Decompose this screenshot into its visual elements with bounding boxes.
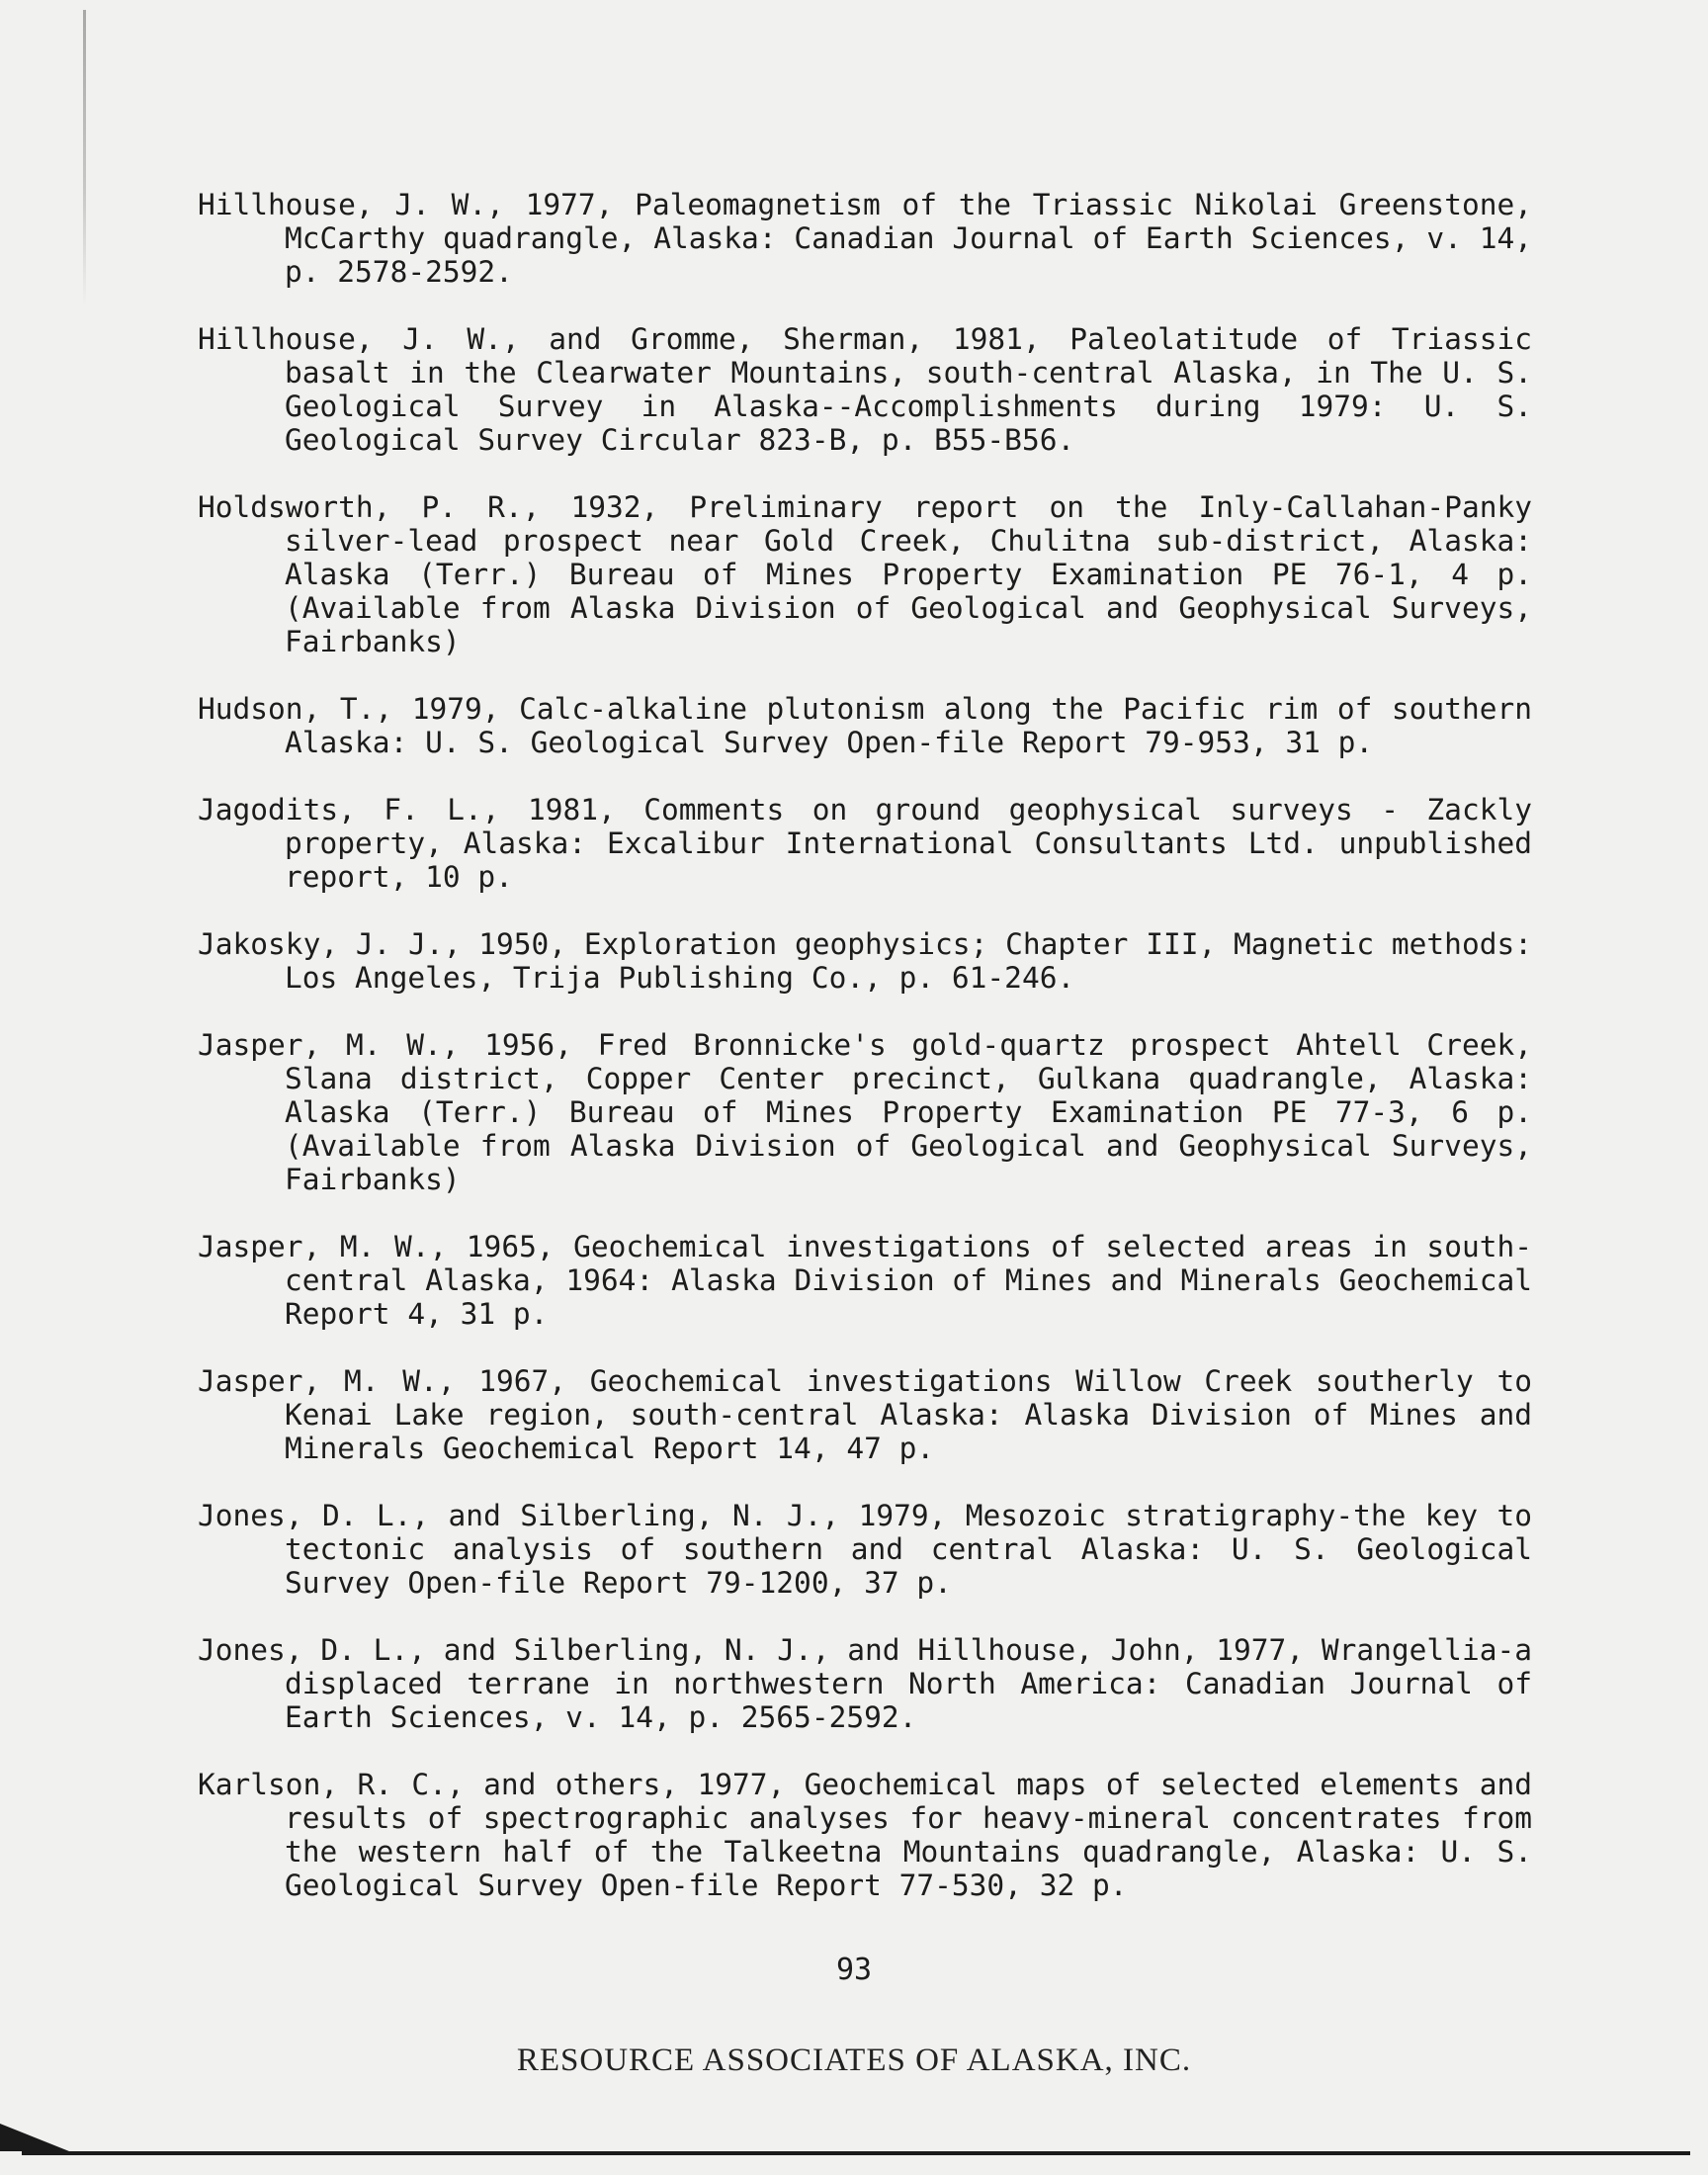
reference-entry: Hillhouse, J. W., 1977, Paleomagnetism of the Triassic Nikolai Greenstone, McCarthy quadrangle, Alaska: Canadian Journal of Earth Sciences, v. 14, p. 2578-2592.	[198, 188, 1532, 289]
reference-entry: Jakosky, J. J., 1950, Exploration geophysics; Chapter III, Magnetic methods: Los Angeles, Trija Publishing Co., p. 61-246.	[198, 927, 1532, 995]
reference-entry: Jasper, M. W., 1965, Geochemical investigations of selected areas in south-central Alaska, 1964: Alaska Division of Mines and Minerals Geochemical Report 4, 31 p.	[198, 1230, 1532, 1331]
footer-company-name: RESOURCE ASSOCIATES OF ALASKA, INC.	[516, 2043, 1192, 2078]
page-binding-edge	[83, 10, 86, 306]
reference-entry: Hillhouse, J. W., and Gromme, Sherman, 1981, Paleolatitude of Triassic basalt in the Clearwater Mountains, south-central Alaska, in The U. S. Geological Survey in Alaska--Accomplishments during 1979: U. S. Geological Survey Circular 823-B, p. B55-B56.	[198, 322, 1532, 457]
reference-entry: Jasper, M. W., 1967, Geochemical investigations Willow Creek southerly to Kenai Lake region, south-central Alaska: Alaska Division of Mines and Minerals Geochemical Report 14, 47 p.	[198, 1364, 1532, 1465]
page-number: 93	[835, 1953, 873, 1987]
reference-list	[198, 188, 1532, 1936]
footer-rule	[22, 2151, 1690, 2155]
footer-rule-corner	[0, 2124, 69, 2151]
reference-entry: Jasper, M. W., 1956, Fred Bronnicke's gold-quartz prospect Ahtell Creek, Slana district, Copper Center precinct, Gulkana quadrangle, Alaska: Alaska (Terr.) Bureau of Mines Property Examination PE 77-3, 6 p. (Available from Alaska Division of Geological and Geophysical Surveys, Fairbanks)	[198, 1028, 1532, 1196]
reference-entry: Karlson, R. C., and others, 1977, Geochemical maps of selected elements and results of spectrographic analyses for heavy-mineral concentrates from the western half of the Talkeetna Mountains quadrangle, Alaska: U. S. Geological Survey Open-file Report 77-530, 32 p.	[198, 1768, 1532, 1902]
reference-entry: Jones, D. L., and Silberling, N. J., and Hillhouse, John, 1977, Wrangellia-a displaced terrane in northwestern North America: Canadian Journal of Earth Sciences, v. 14, p. 2565-2592.	[198, 1633, 1532, 1734]
reference-entry: Jagodits, F. L., 1981, Comments on ground geophysical surveys - Zackly property, Alaska: Excalibur International Consultants Ltd. unpublished report, 10 p.	[198, 793, 1532, 894]
reference-entry: Hudson, T., 1979, Calc-alkaline plutonism along the Pacific rim of southern Alaska: U. S. Geological Survey Open-file Report 79-953, 31 p.	[198, 692, 1532, 759]
reference-entry: Holdsworth, P. R., 1932, Preliminary report on the Inly-Callahan-Panky silver-lead prospect near Gold Creek, Chulitna sub-district, Alaska: Alaska (Terr.) Bureau of Mines Property Examination PE 76-1, 4 p. (Available from Alaska Division of Geological and Geophysical Surveys, Fairbanks)	[198, 490, 1532, 658]
reference-entry: Jones, D. L., and Silberling, N. J., 1979, Mesozoic stratigraphy-the key to tectonic analysis of southern and central Alaska: U. S. Geological Survey Open-file Report 79-1200, 37 p.	[198, 1499, 1532, 1600]
